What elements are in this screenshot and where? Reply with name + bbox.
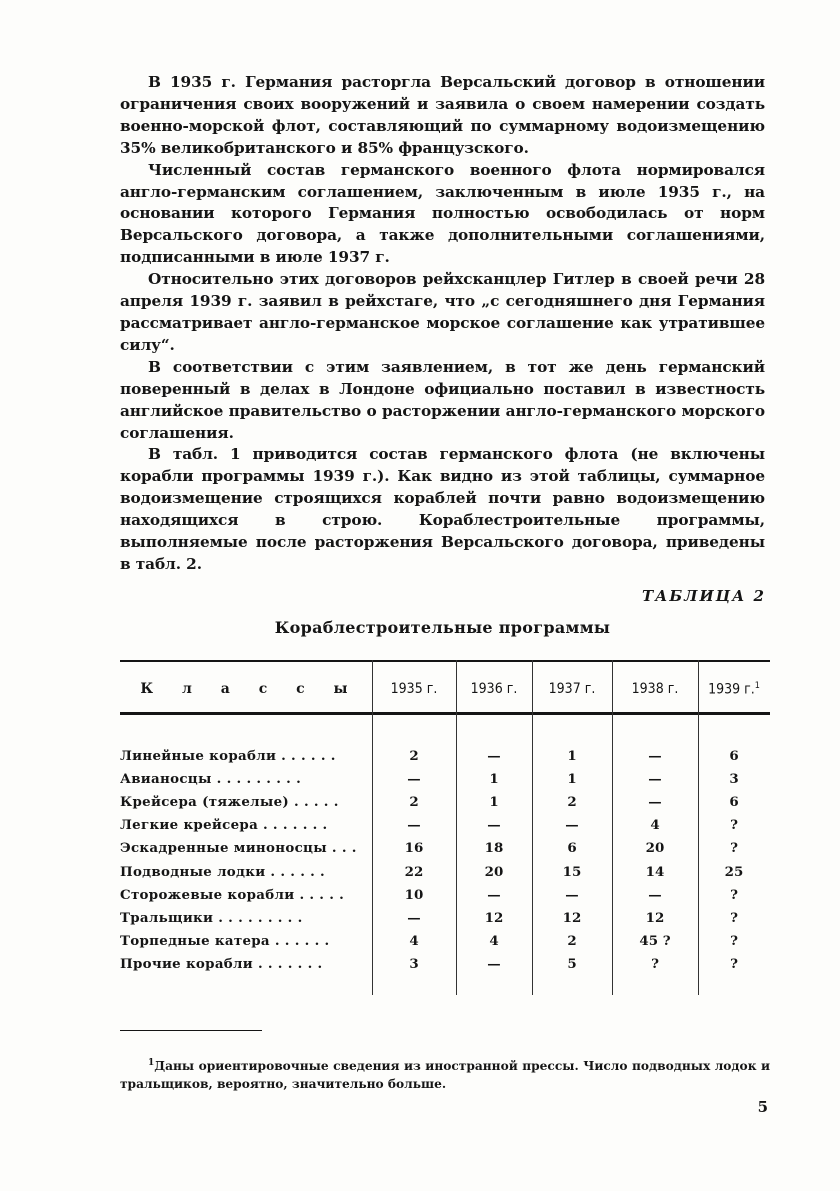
ship-count-cell: — — [648, 770, 662, 787]
ship-count-cell: 25 — [724, 863, 744, 880]
ship-count-cell: — — [487, 886, 501, 903]
ship-count-cell: 14 — [645, 863, 665, 880]
table-title: Кораблестроительные программы — [274, 618, 611, 637]
ship-count-cell: — — [648, 886, 662, 903]
ship-count-cell: 20 — [645, 840, 665, 857]
header-year-1937: 1937 г. — [548, 681, 596, 697]
ship-count-cell: 6 — [729, 793, 739, 810]
ship-class-name: Тральщики . . . . . . . . . — [120, 909, 303, 926]
ship-count-cell: 2 — [567, 933, 577, 950]
ship-class-name: Прочие корабли . . . . . . . — [120, 956, 323, 973]
header-year-1936: 1936 г. — [470, 681, 518, 697]
ship-count-cell: ? — [651, 956, 659, 973]
ship-count-cell: 3 — [729, 770, 739, 787]
ship-count-cell: 15 — [562, 863, 582, 880]
footnote-text: Даны ориентировочные сведения из иностранной прессы. Число подводных лодок и тральщиков, вероятно, значительно больше. — [120, 1059, 770, 1092]
ship-count-cell: ? — [730, 956, 738, 973]
table-top-rule — [120, 660, 770, 662]
ship-count-cell: 45 ? — [639, 933, 671, 950]
header-classes: К л а с с ы — [140, 681, 360, 697]
table-row — [120, 744, 770, 767]
ship-count-cell: 20 — [484, 863, 504, 880]
body-text — [120, 72, 765, 576]
table-header-rule — [120, 712, 770, 715]
table-header-row — [120, 672, 770, 706]
ship-count-cell: — — [565, 886, 579, 903]
page-number: 5 — [757, 1098, 768, 1116]
ship-class-name: Сторожевые корабли . . . . . — [120, 886, 345, 903]
ship-count-cell: ? — [730, 886, 738, 903]
ship-count-cell: — — [487, 747, 501, 764]
ship-count-cell: ? — [730, 817, 738, 834]
ship-count-cell: 2 — [567, 793, 577, 810]
paragraph-5: В табл. 1 приводится состав германского флота (не включены корабли программы 1939 г.). Как видно из этой таблицы, суммарное водоизмещение строящихся кораблей почти равно водоизмещению находящихся в строю. Кораблестроительные программы, выполняемые после расторжения Версальского договора, приведены в табл. 2. — [120, 445, 765, 573]
ship-count-cell: 12 — [645, 909, 665, 926]
table-row — [120, 790, 770, 813]
ship-count-cell: 6 — [729, 747, 739, 764]
table-row — [120, 883, 770, 906]
ship-count-cell: 1 — [489, 793, 499, 810]
ship-count-cell: — — [407, 770, 421, 787]
paragraph-3: Относительно этих договоров рейхсканцлер Гитлер в своей речи 28 апреля 1939 г. заявил в рейхстаге, что „с сегодняшнего дня Германия рассматривает англо-германское морское соглашение как утратившее силу“. — [120, 270, 765, 354]
table-label: ТАБЛИЦА 2 — [641, 587, 766, 605]
ship-count-cell: 5 — [567, 956, 577, 973]
paragraph-2: Численный состав германского военного флота нормировался англо-германским соглашением, заключенным в июле 1935 г., на основании которого Германия полностью освободилась от норм Версальского договора, а также дополнительными соглашениями, подписанными в июле 1937 г. — [120, 160, 765, 267]
shipbuilding-table — [120, 660, 770, 1000]
header-footnote-mark: 1 — [754, 680, 760, 691]
table-row — [120, 953, 770, 976]
ship-count-cell: 1 — [489, 770, 499, 787]
ship-count-cell: 2 — [409, 793, 419, 810]
ship-count-cell: — — [487, 817, 501, 834]
header-year-1939 — [698, 681, 770, 698]
ship-count-cell: 4 — [489, 933, 499, 950]
ship-count-cell: — — [407, 817, 421, 834]
ship-count-cell: 6 — [567, 840, 577, 857]
ship-class-name: Крейсера (тяжелые) . . . . . — [120, 793, 339, 810]
ship-class-name: Линейные корабли . . . . . . — [120, 747, 336, 764]
ship-count-cell: 12 — [562, 909, 582, 926]
ship-count-cell: 1 — [567, 770, 577, 787]
ship-class-name: Подводные лодки . . . . . . — [120, 863, 326, 880]
ship-count-cell: ? — [730, 840, 738, 857]
table-row — [120, 837, 770, 860]
ship-count-cell: — — [565, 817, 579, 834]
table-row — [120, 767, 770, 790]
ship-count-cell: 10 — [404, 886, 424, 903]
ship-count-cell: 4 — [650, 817, 660, 834]
ship-count-cell: ? — [730, 909, 738, 926]
ship-class-name: Торпедные катера . . . . . . — [120, 933, 330, 950]
ship-count-cell: 2 — [409, 747, 419, 764]
paragraph-1: В 1935 г. Германия расторгла Версальский договор в отношении ограничения своих вооружений и заявила о своем намерении создать военно-морской флот, составляющий по суммарному водоизмещению 35% великобританского и 85% французского. — [120, 73, 765, 157]
ship-count-cell: 12 — [484, 909, 504, 926]
table-row — [120, 814, 770, 837]
ship-count-cell: — — [407, 909, 421, 926]
ship-count-cell: 3 — [409, 956, 419, 973]
ship-count-cell: 1 — [567, 747, 577, 764]
header-year-1939-text: 1939 г. — [708, 681, 755, 698]
ship-class-name: Эскадренные миноносцы . . . — [120, 840, 357, 857]
ship-count-cell: 18 — [484, 840, 504, 857]
ship-count-cell: — — [487, 956, 501, 973]
ship-count-cell: — — [648, 793, 662, 810]
ship-class-name: Легкие крейсера . . . . . . . — [120, 817, 328, 834]
table-row — [120, 860, 770, 883]
ship-count-cell: 22 — [404, 863, 424, 880]
footnote-mark: 1 — [148, 1058, 155, 1068]
header-year-1938: 1938 г. — [631, 681, 679, 697]
ship-count-cell: 4 — [409, 933, 419, 950]
table-row — [120, 930, 770, 953]
footnote-rule — [120, 1030, 262, 1031]
ship-count-cell: ? — [730, 933, 738, 950]
ship-count-cell: — — [648, 747, 662, 764]
table-row — [120, 906, 770, 929]
header-year-1935: 1935 г. — [390, 681, 438, 697]
ship-class-name: Авианосцы . . . . . . . . . — [120, 770, 302, 787]
paragraph-4: В соответствии с этим заявлением, в тот же день германский поверенный в делах в Лондоне официально поставил в известность английское правительство о расторжении англо-германского морского соглашения. — [120, 357, 765, 442]
ship-count-cell: 16 — [404, 840, 424, 857]
footnote — [120, 1054, 770, 1093]
